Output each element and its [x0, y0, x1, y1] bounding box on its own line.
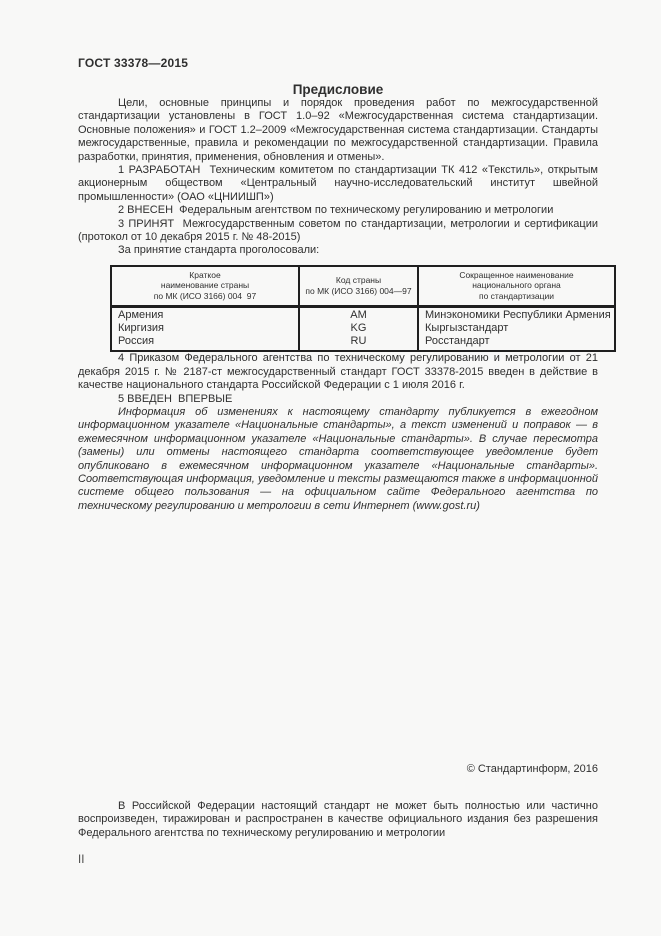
content-column	[78, 56, 611, 513]
changes-info-paragraph: Информация об изменениях к настоящему стандарту публикуется в ежегодном информационном указателе «Национальные стандарты», а текст изменений и поправок — в ежемесячном информационном указателе «Национальные стандарты». В случае пересмотра (замены) или отмены настоящего стандарта соответствующее уведомление будет опубликовано в ежемесячном информационном указателе «Национальные стандарты». Соответствующая информация, уведомление и тексты размещаются также в информационной системе общего пользования — на официальном сайте Федерального агентства по техническому регулированию и метрологии в сети Интернет (www.gost.ru)	[78, 406, 598, 512]
table-row	[111, 307, 615, 323]
header-body-line: национального органа	[472, 280, 561, 291]
header-code-line: по МК (ИСО 3166) 004—97	[305, 285, 412, 296]
page-title: Предисловие	[292, 82, 384, 97]
header-code-line: Код страны	[335, 275, 382, 286]
table-row	[111, 335, 615, 351]
order-paragraph: 4 Приказом Федерального агентства по техническому регулированию и метрологии от 21 декабря 2015 г. № 2187-ст межгосударственный стандарт ГОСТ 33378-2015 введен в действие в качестве национального стандарта Российской Федерации с 1 июля 2016 г.	[78, 352, 598, 392]
cell-code: RU	[299, 335, 418, 351]
cell-national-body: Кыргызстандарт	[418, 322, 615, 335]
table-row	[111, 322, 615, 335]
cell-country: Россия	[111, 335, 299, 351]
header-national-body	[418, 266, 615, 307]
cell-code: AM	[299, 307, 418, 323]
header-country-line: Краткое	[189, 269, 221, 280]
header-country-code	[299, 266, 418, 307]
introduced-first-time-line: 5 ВВЕДЕН ВПЕРВЫЕ	[118, 392, 233, 405]
header-country-name	[111, 266, 299, 307]
developed-paragraph: 1 РАЗРАБОТАН Техническим комитетом по стандартизации ТК 412 «Текстиль», открытым акционерным обществом «Центральный научно-исследовательский институт швейной промышленности» (ОАО «ЦНИИШП»)	[78, 164, 598, 203]
cell-national-body: Минэкономики Республики Армения	[418, 307, 615, 323]
reproduction-restriction-paragraph: В Российской Федерации настоящий стандарт не может быть полностью или частично воспроизведен, тиражирован и распространен в качестве официального издания без разрешения Федерального агентства по техническому регулированию и метрологии	[78, 800, 598, 839]
cell-national-body: Росстандарт	[418, 335, 615, 351]
header-country-line: наименование страны	[160, 280, 250, 291]
vote-table-body	[111, 307, 615, 352]
copyright-line: © Стандартинформ, 2016	[466, 763, 598, 775]
vote-table-header	[111, 266, 615, 307]
adopted-paragraph: 3 ПРИНЯТ Межгосударственным советом по стандартизации, метрологии и сертификации (протокол от 10 декабря 2015 г. № 48-2015)	[78, 217, 598, 244]
header-body-line: по стандартизации	[478, 290, 555, 301]
header-body-line: Сокращенное наименование	[459, 269, 574, 280]
page-number: II	[78, 854, 85, 866]
table-header-row	[111, 266, 615, 307]
cell-code: KG	[299, 322, 418, 335]
standard-code: ГОСТ 33378—2015	[78, 56, 189, 70]
intro-paragraph: Цели, основные принципы и порядок проведения работ по межгосударственной стандартизации установлены в ГОСТ 1.0–92 «Межгосударственная система стандартизации. Основные положения» и ГОСТ 1.2–2009 «Межгосударственная система стандартизации. Стандарты межгосударственные, правила и рекомендации по межгосударственной стандартизации. Правила разработки, принятия, применения, обновления и отмены».	[78, 97, 598, 163]
vote-intro-line: За принятие стандарта проголосовали:	[118, 244, 320, 257]
header-country-line: по МК (ИСО 3166) 004 97	[153, 290, 257, 301]
submitted-paragraph: 2 ВНЕСЕН Федеральным агентством по техническому регулированию и метрологии	[118, 204, 554, 217]
cell-country: Армения	[111, 307, 299, 323]
vote-table	[110, 265, 616, 353]
cell-country: Киргизия	[111, 322, 299, 335]
